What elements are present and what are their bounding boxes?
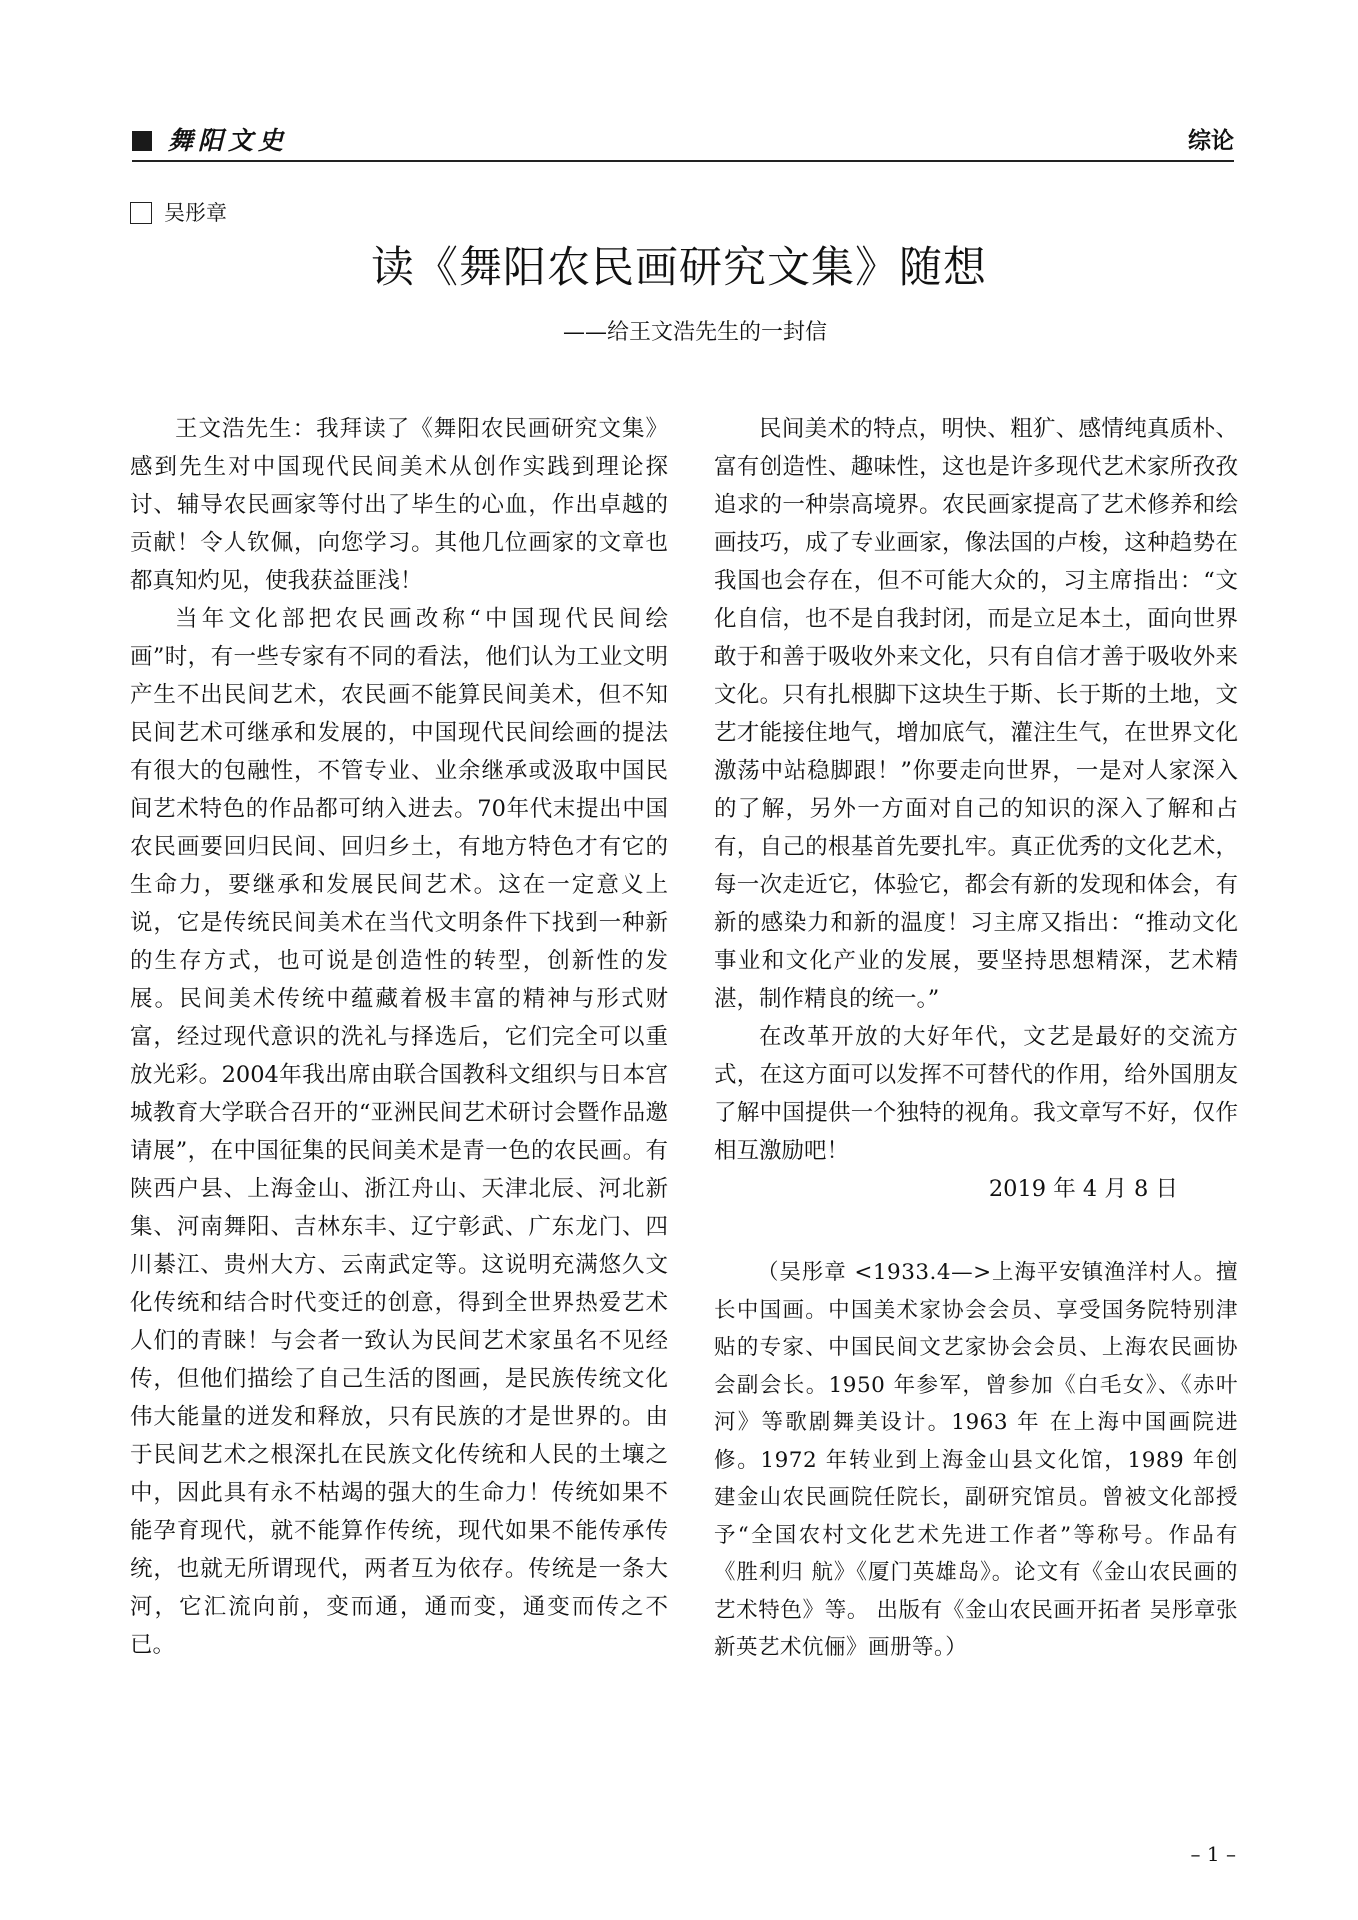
- paragraph: 在改革开放的大好年代，文艺是最好的交流方式，在这方面可以发挥不可替代的作用，给外国朋友了解中国提供一个独特的视角。我文章写不好，仅作相互激励吧！: [714, 1024, 1238, 1164]
- author-box-icon: [130, 202, 152, 224]
- paragraph: 民间美术的特点，明快、粗犷、感情纯真质朴、富有创造性、趣味性，这也是许多现代艺术家所孜孜追求的一种崇高境界。农民画家提高了艺术修养和绘画技巧，成了专业画家，像法国的卢梭，这种趋势在我国也会存在，但不可能大众的，习主席指出：“文化自信，也不是自我封闭，而是立足本土，面向世界敢于和善于吸收外来文化，只有自信才善于吸收外来文化。只有扎根脚下这块生于斯、长于斯的土地，文艺才能接住地气，增加底气，灌注生气，在世界文化激荡中站稳脚跟！”你要走向世界，一是对人家深入的了解，另外一方面对自己的知识的深入了解和占有，自己的根基首先要扎牢。真正优秀的文化艺术，每一次走近它，体验它，都会有新的发现和体会，有新的感染力和新的温度！习主席又指出：“推动文化事业和文化产业的发展，要坚持思想精深，艺术精湛，制作精良的统一。”: [714, 416, 1238, 1012]
- paragraph: 当年文化部把农民画改称“中国现代民间绘画”时，有一些专家有不同的看法，他们认为工业文明产生不出民间艺术，农民画不能算民间美术，但不知民间艺术可继承和发展的，中国现代民间绘画的提法有很大的包融性，不管专业、业余继承或汲取中国民间艺术特色的作品都可纳入进去。70年代末提出中国农民画要回归民间、回归乡土，有地方特色才有它的生命力，要继承和发展民间艺术。这在一定意义上说，它是传统民间美术在当代文明条件下找到一种新的生存方式，也可说是创造性的转型，创新性的发展。民间美术传统中蕴藏着极丰富的精神与形式财富，经过现代意识的洗礼与择选后，它们完全可以重放光彩。2004年我出席由联合国教科文组织与日本宫城教育大学联合召开的“亚洲民间艺术研讨会暨作品邀请展”，在中国征集的民间美术是青一色的农民画。有陕西户县、上海金山、浙江舟山、天津北辰、河北新集、河南舞阳、吉林东丰、辽宁彰武、广东龙门、四川綦江、贵州大方、云南武定等。这说明充满悠久文化传统和结合时代变迁的创意，得到全世界热爱艺术人们的青睐！与会者一致认为民间艺术家虽名不见经传，但他们描绘了自己生活的图画，是民族传统文化伟大能量的迸发和释放，只有民族的才是世界的。由于民间艺术之根深扎在民族文化传统和人民的土壤之中，因此具有永不枯竭的强大的生命力！传统如果不能孕育现代，就不能算作传统，现代如果不能传承传统，也就无所谓现代，两者互为依存。传统是一条大河，它汇流向前，变而通，通而变，通变而传之不已。: [130, 606, 668, 1658]
- author-bio: （吴彤章 <1933.4—>上海平安镇渔洋村人。擅长中国画。中国美术家协会会员、享受国务院特别津贴的专家、中国民间文艺家协会会员、上海农民画协会副会长。1950 年参军，曾参加《白毛女》、《赤叶河》等歌剧舞美设计。1963 年 在上海中国画院进修。1972 年转业到上海金山县文化馆，1989 年创建金山农民画院任院长，副研究馆员。曾被文化部授予“全国农村文化艺术先进工作者”等称号。作品有《胜利归 航》《厦门英雄岛》。论文有《金山农民画的艺术特色》等。 出版有《金山农民画开拓者 吴彤章张新英艺术伉俪》画册等。）: [714, 1260, 1238, 1660]
- article-subtitle: ——给王文浩先生的一封信: [563, 320, 828, 345]
- right-column: [714, 410, 1238, 1667]
- spacer: [714, 1208, 1238, 1254]
- running-header: [132, 126, 1234, 156]
- header-rule: [132, 160, 1234, 162]
- left-column: [130, 410, 668, 1664]
- page-number: – 1 –: [1190, 1842, 1236, 1866]
- author-name: 吴彤章: [164, 201, 227, 225]
- letter-date: 2019 年 4 月 8 日: [988, 1176, 1178, 1202]
- article-title: 读《舞阳农民画研究文集》随想: [371, 243, 987, 293]
- paragraph: 王文浩先生：我拜读了《舞阳农民画研究文集》感到先生对中国现代民间美术从创作实践到理论探讨、辅导农民画家等付出了毕生的心血，作出卓越的贡献！令人钦佩，向您学习。其他几位画家的文章也都真知灼见，使我获益匪浅！: [130, 416, 668, 594]
- journal-name: 舞阳文史: [168, 126, 289, 155]
- section-name: 综论: [1188, 128, 1234, 154]
- header-square-icon: [132, 131, 152, 151]
